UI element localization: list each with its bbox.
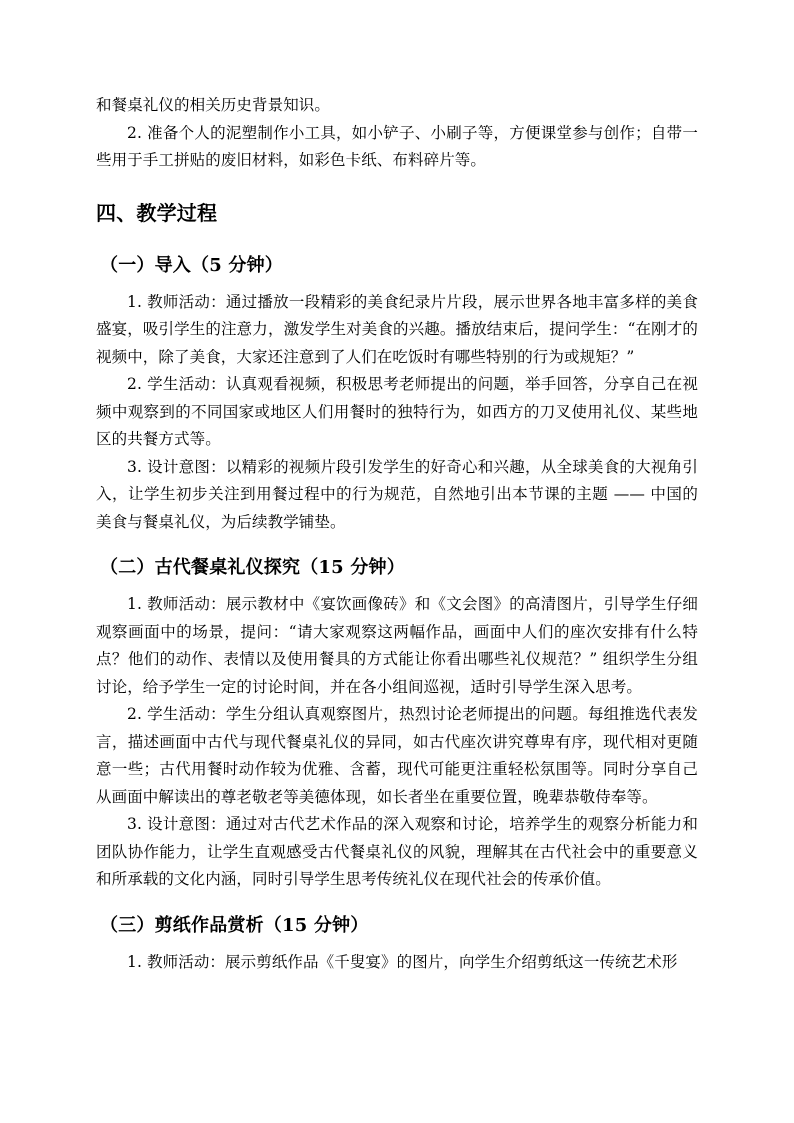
section-title: 四、教学过程 [96, 200, 218, 225]
subsection-2-paragraph-1: 1. 教师活动：展示教材中《宴饮画像砖》和《文会图》的高清图片，引导学生仔细观察画面中的场景，提问：“请大家观察这两幅作品，画面中人们的座次安排有什么特点？他们的动作、表情以及使用餐具的方式能让你看出哪些礼仪规范？” 组织学生分组讨论，给予学生一定的讨论时间，并在各小组间巡视，适时引导学生深入思考。 [96, 595, 698, 696]
subsection-2-paragraph-2: 2. 学生活动：学生分组认真观察图片，热烈讨论老师提出的问题。每组推选代表发言，描述画面中古代与现代餐桌礼仪的异同，如古代座次讲究尊卑有序，现代相对更随意一些；古代用餐时动作较为优雅、含蓄，现代可能更注重轻松氛围等。同时分享自己从画面中解读出的尊老敬老等美德体现，如长者坐在重要位置，晚辈恭敬侍奉等。 [96, 705, 698, 806]
subsection-title-3: （三）剪纸作品赏析（15 分钟） [100, 914, 369, 936]
subsection-1-paragraph-3: 3. 设计意图：以精彩的视频片段引发学生的好奇心和兴趣，从全球美食的大视角引入，让学生初步关注到用餐过程中的行为规范，自然地引出本节课的主题 —— 中国的美食与餐桌礼仪，为后续教学铺垫。 [96, 457, 698, 531]
subsection-1-paragraph-1: 1. 教师活动：通过播放一段精彩的美食纪录片片段，展示世界各地丰富多样的美食盛宴，吸引学生的注意力，激发学生对美食的兴趣。播放结束后，提问学生：“在刚才的视频中，除了美食，大家还注意到了人们在吃饭时有哪些特别的行为或规矩？” [96, 292, 698, 366]
subsection-title-1: （一）导入（5 分钟） [100, 254, 283, 276]
subsection-title-2: （二）古代餐桌礼仪探究（15 分钟） [100, 557, 405, 578]
intro-line-2: 2. 准备个人的泥塑制作小工具，如小铲子、小刷子等，方便课堂参与创作；自带一些用于手工拼贴的废旧材料，如彩色卡纸、布料碎片等。 [96, 123, 698, 169]
subsection-3-paragraph-1: 1. 教师活动：展示剪纸作品《千叟宴》的图片，向学生介绍剪纸这一传统艺术形 [127, 952, 678, 971]
subsection-1-paragraph-2: 2. 学生活动：认真观看视频，积极思考老师提出的问题，举手回答，分享自己在视频中观察到的不同国家或地区人们用餐时的独特行为，如西方的刀叉使用礼仪、某些地区的共餐方式等。 [96, 375, 698, 448]
subsection-2-paragraph-3: 3. 设计意图：通过对古代艺术作品的深入观察和讨论，培养学生的观察分析能力和团队协作能力，让学生直观感受古代餐桌礼仪的风貌，理解其在古代社会中的重要意义和所承载的文化内涵，同时引导学生思考传统礼仪在现代社会的传承价值。 [96, 815, 698, 888]
intro-line-1: 和餐桌礼仪的相关历史背景知识。 [96, 96, 331, 114]
document-body [96, 92, 698, 976]
